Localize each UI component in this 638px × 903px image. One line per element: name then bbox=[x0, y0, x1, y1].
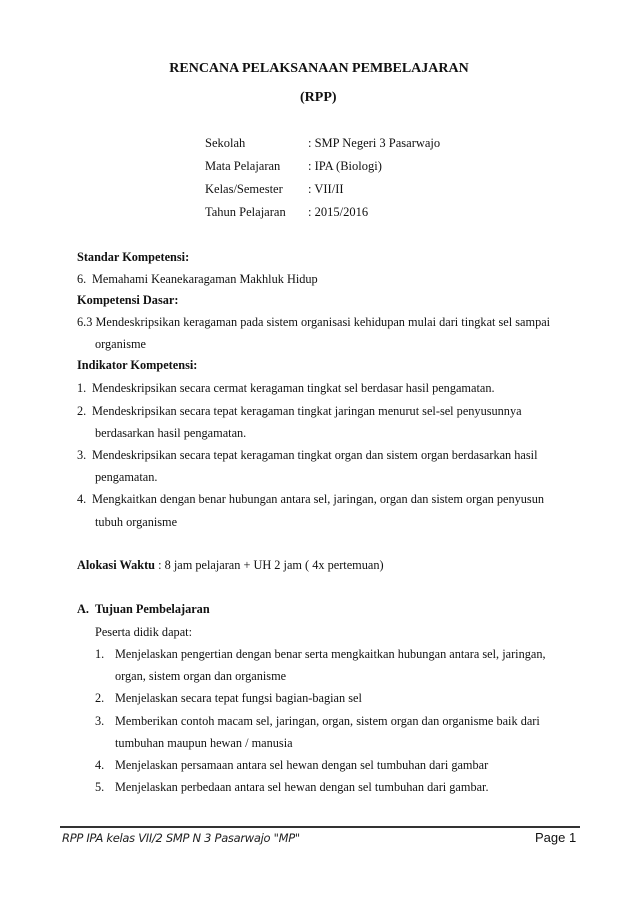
kd-heading: Kompetensi Dasar: bbox=[77, 293, 179, 307]
tujuan-item-3-cont: tumbuhan maupun hewan / manusia bbox=[115, 736, 293, 750]
kd-line-2: organisme bbox=[95, 337, 147, 351]
indikator-item-2 bbox=[77, 403, 522, 419]
item-number: 3. bbox=[77, 448, 87, 462]
tujuan-item-1-cont: organ, sistem organ dan organisme bbox=[115, 669, 287, 683]
item-number: 3. bbox=[95, 714, 105, 728]
item-text: Memberikan contoh macam sel, jaringan, organ, sistem organ dan organisme baik dari bbox=[115, 714, 540, 728]
indikator-item-4-cont: tubuh organisme bbox=[95, 515, 178, 529]
item-number: 6. bbox=[77, 272, 87, 286]
item-text: Menjelaskan pengertian dengan benar serta mengkaitkan hubungan antara sel, jaringan, bbox=[115, 647, 546, 661]
standar-heading: Standar Kompetensi: bbox=[77, 250, 190, 264]
alokasi-label: Alokasi Waktu bbox=[77, 558, 156, 572]
indikator-item-3 bbox=[77, 447, 538, 463]
meta-key: Tahun Pelajaran bbox=[205, 205, 286, 219]
document-title: RENCANA PELAKSANAAN PEMBELAJARAN bbox=[169, 61, 469, 76]
document-subtitle: (RPP) bbox=[300, 90, 337, 105]
tujuan-item-3 bbox=[95, 713, 540, 729]
item-number: 1. bbox=[95, 647, 105, 661]
meta-value: : 2015/2016 bbox=[308, 205, 369, 219]
item-number: 2. bbox=[77, 404, 87, 418]
meta-value: : IPA (Biologi) bbox=[308, 159, 382, 173]
item-text: Menjelaskan secara tepat fungsi bagian-bagian sel bbox=[115, 691, 362, 705]
item-text: Menjelaskan persamaan antara sel hewan dengan sel tumbuhan dari gambar bbox=[115, 758, 489, 772]
alokasi-waktu bbox=[77, 557, 384, 573]
tujuan-item-1 bbox=[95, 646, 546, 662]
meta-key: Mata Pelajaran bbox=[205, 159, 281, 173]
indikator-heading: Indikator Kompetensi: bbox=[77, 358, 198, 372]
kd-line-1: 6.3 Mendeskripsikan keragaman pada sistem organisasi kehidupan mulai dari tingkat sel sampai bbox=[77, 315, 551, 329]
meta-key: Kelas/Semester bbox=[205, 182, 283, 196]
item-number: 1. bbox=[77, 381, 87, 395]
tujuan-item-5 bbox=[95, 779, 489, 795]
item-number: 4. bbox=[77, 492, 87, 506]
tujuan-intro: Peserta didik dapat: bbox=[95, 625, 192, 639]
page-number: Page 1 bbox=[535, 830, 577, 845]
meta-value: : SMP Negeri 3 Pasarwajo bbox=[308, 136, 441, 150]
item-text: Mendeskripsikan secara tepat keragaman tingkat jaringan menurut sel-sel penyusunnya bbox=[92, 404, 522, 418]
item-number: 2. bbox=[95, 691, 105, 705]
item-text: Mengkaitkan dengan benar hubungan antara sel, jaringan, organ dan sistem organ penyusun bbox=[92, 492, 545, 506]
item-text: Mendeskripsikan secara tepat keragaman tingkat organ dan sistem organ berdasarkan hasil bbox=[92, 448, 538, 462]
section-letter: A. bbox=[77, 602, 89, 616]
footer-document-label: RPP IPA kelas VII/2 SMP N 3 Pasarwajo "MP" bbox=[62, 831, 300, 845]
indikator-item-3-cont: pengamatan. bbox=[95, 470, 158, 484]
section-title: Tujuan Pembelajaran bbox=[95, 602, 210, 616]
standar-item bbox=[77, 271, 318, 287]
item-number: 4. bbox=[95, 758, 105, 772]
alokasi-text: : 8 jam pelajaran + UH 2 jam ( 4x pertemuan) bbox=[155, 558, 384, 572]
meta-key: Sekolah bbox=[205, 136, 246, 150]
indikator-item-4 bbox=[77, 491, 544, 507]
indikator-item-2-cont: berdasarkan hasil pengamatan. bbox=[95, 426, 247, 440]
item-number: 5. bbox=[95, 780, 105, 794]
indikator-item-1 bbox=[77, 380, 495, 396]
tujuan-item-4 bbox=[95, 757, 488, 773]
item-text: Menjelaskan perbedaan antara sel hewan dengan sel tumbuhan dari gambar. bbox=[115, 780, 489, 794]
tujuan-heading bbox=[77, 601, 210, 617]
item-text: Memahami Keanekaragaman Makhluk Hidup bbox=[92, 272, 318, 286]
footer-divider bbox=[60, 826, 580, 828]
meta-value: : VII/II bbox=[308, 182, 344, 196]
item-text: Mendeskripsikan secara cermat keragaman tingkat sel berdasar hasil pengamatan. bbox=[92, 381, 495, 395]
tujuan-item-2 bbox=[95, 690, 362, 706]
